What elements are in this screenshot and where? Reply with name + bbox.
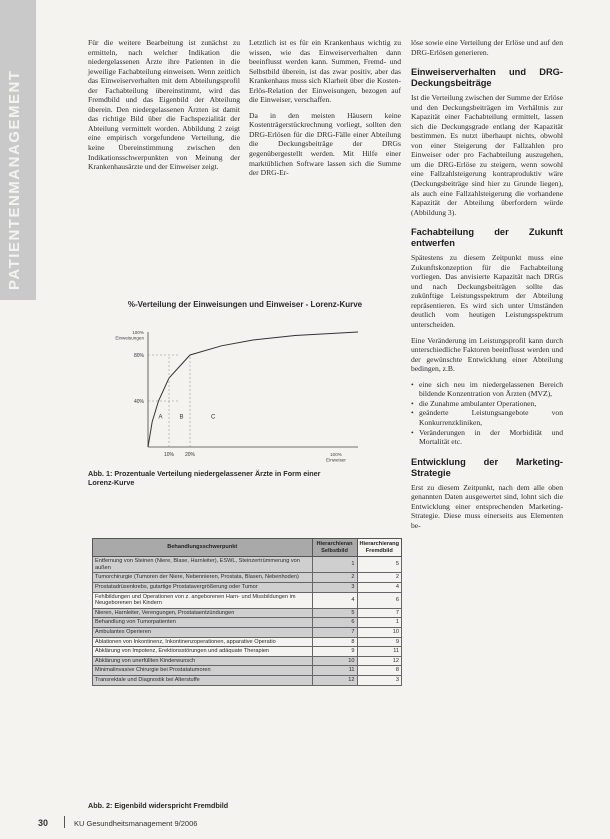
table-row [93, 608, 402, 618]
paragraph: Ist die Verteilung zwischen der Summe der Erlöse und den Deckungsbeiträgen im Verhältnis zur Kapazität einer Fachabteilung ermittelt, lassen sich die Deckungsgrade entlang der Kapazität bestimmen. Es nutzt überhaupt nichts, obwohl von einer Steigerung der Fallzahlen pro Einweiser oder pro Fachabteilung auszugehen, um die DRG-Erlöse zu steigern, wenn sowohl eine Fallzahlsteigerung kontraproduktiv wäre (Deckungsbeiträge sind hier zu Grunde liegen), als auch eine Fallzahlsteigerung die vorhandene Kapazität der Abteilung überfordern würde (Abbildung 3). [411, 93, 563, 217]
bullet-item: • die Zunahme ambulanter Operationen, [411, 399, 563, 409]
lorenz-curve-line [148, 332, 358, 447]
other-rank-cell: 5 [357, 557, 401, 573]
self-rank-cell: 1 [312, 557, 357, 573]
other-rank-cell: 4 [357, 582, 401, 592]
self-rank-cell: 6 [312, 618, 357, 628]
other-rank-cell: 3 [357, 675, 401, 685]
other-rank-cell: 8 [357, 666, 401, 676]
row-label: Fehlbildungen und Operationen von z. angeborenen Harn- und Missbildungen im Neugeborenen bei Kindern [93, 592, 313, 608]
segment-label: B [179, 414, 184, 421]
y-axis-label: 100% Einweisungen [115, 330, 144, 341]
row-label: Prostatadrüsenkrebs, gutartige Prostatavergrößerung oder Tumor [93, 582, 313, 592]
row-label: Abklärung von unerfüllten Kinderwunsch [93, 656, 313, 666]
table-row [93, 573, 402, 583]
section-sidebar [0, 0, 36, 300]
table-row [93, 647, 402, 657]
self-rank-cell: 3 [312, 582, 357, 592]
y-tick-label: 80% [134, 353, 145, 359]
row-label: Nieren, Harnleiter, Verengungen, Prostataentzündungen [93, 608, 313, 618]
paragraph: Eine Veränderung im Leistungsprofil kann durch unterschiedliche Faktoren beeinflusst werden und der gewünschte Entwicklung einer Abteilung bedingen, z.B. [411, 335, 563, 374]
paragraph: Da in den meisten Häusern keine Kostenträgerstückrechnung vorliegt, sollten den DRG-Erlösen für die DRG-Fälle einer Abteilung die Deckungsbeiträge der DRGs gegenübergestellt werden. Mit Hilfe einer marktüblichen Software lassen sich die Summe der DRG-Er- [249, 110, 401, 178]
text-column-2 [249, 38, 401, 184]
row-label: Ablationen von Inkontinenz, Inkontinenzoperationen, apparative Operatio [93, 637, 313, 647]
section-heading: Einweiserverhalten und DRG-Deckungsbeiträge [411, 67, 563, 89]
table-row [93, 618, 402, 628]
section-sidebar-label: PATIENTENMANAGEMENT [6, 69, 23, 290]
table-row [93, 582, 402, 592]
other-rank-cell: 11 [357, 647, 401, 657]
paragraph: Letztlich ist es für ein Krankenhaus wichtig zu wissen, wie das Einweiserverhalten dann beeinflusst werden kann. Summen, Fremd- und Selbstbild überein, ist das zwar positiv, aber das Krankenhaus muss sich Klarheit über die Kosten-Erlös-Relation der Einweisungen, bezogen auf die Einweiser, verschaffen. [249, 38, 401, 105]
text-column-3 [411, 38, 563, 536]
table-row [93, 637, 402, 647]
table-row [93, 557, 402, 573]
other-rank-cell: 10 [357, 627, 401, 637]
table-header-row [93, 539, 402, 557]
other-rank-cell: 1 [357, 618, 401, 628]
table-row [93, 675, 402, 685]
x-axis-label: 100% Einweiser [326, 452, 346, 463]
y-tick-label: 40% [134, 399, 145, 405]
self-rank-cell: 8 [312, 637, 357, 647]
paragraph: Spätestens zu diesem Zeitpunkt muss eine Zukunftskonzeption für die Fachabteilung vorliegen. Das anvisierte Kapazität nach DRGs und nach Deckungsbeiträgen sollte das zukünftige Leistungsspektrum der Abteilung repräsentieren. Es wird sich unter Umständen deutlich vom heutigen Leistungsspektrum unterscheiden. [411, 253, 563, 330]
figure-1-caption: Abb. 1: Prozentuale Verteilung niedergelassener Ärzte in Form einer Lorenz-Kurve [88, 469, 321, 487]
lorenz-curve-chart [88, 322, 368, 467]
table-row [93, 666, 402, 676]
row-label: Entfernung von Steinen (Niere, Blase, Harnleiter), ESWL, Steinzertrümmerung von außen [93, 557, 313, 573]
other-rank-cell: 7 [357, 608, 401, 618]
figure-2-caption: Abb. 2: Eigenbild widerspricht Fremdbild [88, 801, 229, 810]
x-tick-label: 10% [164, 452, 175, 458]
table-row [93, 627, 402, 637]
publication-name: KU Gesundheitsmanagement 9/2006 [74, 819, 198, 828]
bullet-item: • eine sich neu im niedergelassenen Bereich bildende Konzentration von Ärzten (MVZ), [411, 380, 563, 399]
row-label: Ambulantes Operieren [93, 627, 313, 637]
column-header: Behandlungsschwerpunkt [93, 539, 313, 557]
row-label: Minimalinvasive Chirurgie bei Prostatatumoren [93, 666, 313, 676]
bullet-item: • geänderte Leistungsangebote von Konkurrenzkliniken, [411, 408, 563, 427]
self-rank-cell: 12 [312, 675, 357, 685]
other-rank-cell: 9 [357, 637, 401, 647]
self-rank-cell: 11 [312, 666, 357, 676]
page-number: 30 [38, 818, 49, 828]
row-label: Transrektale und Diagnostik bei Alterstuffe [93, 675, 313, 685]
row-label: Tumorchirurgie (Tumoren der Niere, Nebennieren, Prostata, Blasen, Nebenhoden) [93, 573, 313, 583]
bullet-list [411, 380, 563, 447]
comparison-table [92, 538, 402, 686]
self-rank-cell: 7 [312, 627, 357, 637]
self-rank-cell: 4 [312, 592, 357, 608]
self-rank-cell: 2 [312, 573, 357, 583]
bullet-item: • Veränderungen in der Morbidität und Mortalität etc. [411, 428, 563, 447]
paragraph: löse sowie eine Verteilung der Erlöse und auf den DRG-Erlösen generieren. [411, 38, 563, 57]
segment-label: C [211, 414, 216, 421]
self-rank-cell: 5 [312, 608, 357, 618]
paragraph: Für die weitere Bearbeitung ist zunächst zu ermitteln, nach welcher Indikation die niedergelassenen Ärzte ihre Patienten in die jeweilige Fachabteilung einweisen. Wenn zeitlich das Einweiserverhalten mit dem Abteilungsprofil der Fachabteilung übereinstimmt, wird das Fremdbild und das Eigenbild der Abteilung überein. Den niedergelassenen Ärzten ist damit das richtige Bild über die Fachspezialität der Abteilung vermittelt worden. Abbildung 2 zeigt eine empirisch vorgefundene Verteilung, die keine Übereinstimmung zwischen den Indikationsschwerpunkten von Meinung der Krankenhausärzte und der Einweiser zeigt. [88, 38, 240, 172]
self-rank-cell: 9 [312, 647, 357, 657]
section-heading: Fachabteilung der Zukunft entwerfen [411, 227, 563, 249]
footer-divider [64, 816, 65, 828]
row-label: Behandlung von Tumorpatienten [93, 618, 313, 628]
figure-1-title: %-Verteilung der Einweisungen und Einweiser - Lorenz-Kurve [127, 300, 363, 309]
paragraph: Erst zu diesem Zeitpunkt, nach dem alle oben genannten Daten ausgewertet sind, lohnt sich die Entwicklung einer entsprechenden Marketing-Strategie. Diese muss einerseits aus Elementen be- [411, 482, 563, 530]
other-rank-cell: 6 [357, 592, 401, 608]
table-row [93, 592, 402, 608]
text-column-1 [88, 38, 240, 178]
segment-label: A [158, 414, 163, 421]
other-rank-cell: 12 [357, 656, 401, 666]
self-rank-cell: 10 [312, 656, 357, 666]
row-label: Abklärung von Impotenz, Erektionsstörungen und adäquate Therapien [93, 647, 313, 657]
other-rank-cell: 2 [357, 573, 401, 583]
section-heading: Entwicklung der Marketing-Strategie [411, 456, 563, 478]
table-row [93, 656, 402, 666]
column-header: Hierarchierang Fremdbild [357, 539, 401, 557]
x-tick-label: 20% [185, 452, 196, 458]
column-header: Hierarchieran Selbstbild [312, 539, 357, 557]
